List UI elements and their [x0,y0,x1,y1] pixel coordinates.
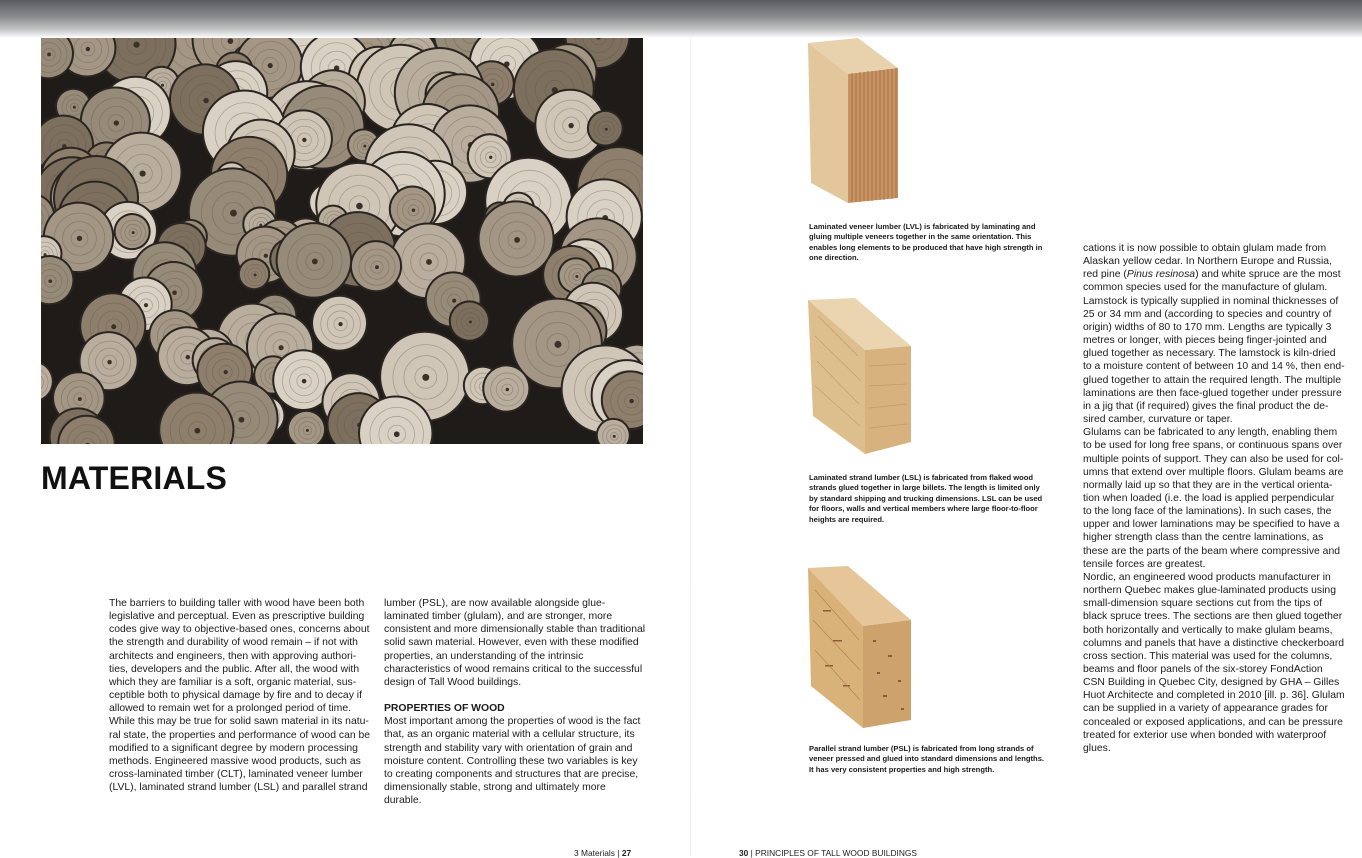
body-column-middle [384,597,646,807]
body-paragraph: Most important among the properties of wood is the fact that, as an organic material with a cellular structure, its strength and stability vary with orientation of grain and moisture content. Controlling these two variables is key to creating components and structures that are precise, dimensionally stable, strong and ultimately more durable. [384,715,646,807]
psl-caption: Parallel strand lumber (PSL) is fabricated from long strands of veneer pressed and glued into standard dimensions and lengths. It has very consistent properties and high strength. [809,744,1049,775]
psl-beam-photo [803,560,943,730]
lsl-caption: Laminated strand lumber (LSL) is fabricated from flaked wood strands glued together in large billets. The length is limited only by standard shipping and trucking dimensions. LSL can be used for floors, walls and vertical members where large floor-to-floor heights are required. [809,473,1049,525]
page-title: MATERIALS [41,460,227,497]
body-paragraph: Nordic, an engineered wood products manufacturer in northern Quebec makes glue-laminated products using small-dimension square sections cut from the tips of black spruce trees. The sections are then glued together both horizontally and vertically to make glulam beams, columns and panels that have a distinctive checkerboard cross section. This material was used for the columns, beams and floor panels of the six-storey FondAction CSN Building in Quebec City, designed by GHA – Gilles Huot Architecte and completed in 2010 [ill. p. 36]. Glulam can be supplied in a variety of appearance grades for concealed or exposed applications, and can be pressure treated for exterior use when bonded with waterproof glues. [1083,571,1345,755]
body-column-left [109,597,371,794]
body-paragraph: The barriers to building taller with wood have been both legislative and perceptual. Even as prescriptive building codes give way to objective-based ones, concerns about the strength and durability of wood remain – if not with architects and engineers, then with approving authorities, developers and the public. After all, the wood with which they are familiar is a soft, organic material, susceptible both to physical damage by fire and to decay if allowed to remain wet for a prolonged period of time. While this may be true for solid sawn material in its natural state, the properties and performance of wood can be modified to a significant degree by modern processing methods. Engineered massive wood products, such as cross-laminated timber (CLT), laminated veneer lumber (LVL), laminated strand lumber (LSL) and parallel strand [109,597,371,794]
folio-left: 3 Materials | 27 [574,848,631,858]
viewer-top-bar [0,0,1362,38]
body-column-right [1083,242,1345,755]
body-paragraph: cations it is now possible to obtain glulam made from Alaskan yellow cedar. In Northern Europe and Russia, red pine (Pinus resinosa) and white spruce are the most common species used for the manufacture of glulam. Lamstock is typically supplied in nominal thicknesses of 25 or 34 mm and (according to species and country of origin) widths of 80 to 170 mm. Lengths are typically 3 metres or longer, with pieces being finger-jointed and glued together as necessary. The lamstock is kiln-dried to a moisture content of between 10 and 14 %, then end-glued together to attain the required length. The multiple laminations are then face-glued together under pressure in a jig that (if required) gives the final product the desired camber, curvature or taper. [1083,242,1345,426]
page-gutter [690,38,691,856]
lvl-beam-photo [803,38,943,208]
body-paragraph: lumber (PSL), are now available alongside glue-laminated timber (glulam), and are stronger, more consistent and more dimensionally stable than traditional solid sawn material. However, even with these modified properties, an understanding of the intrinsic characteristics of wood remains critical to the successful design of Tall Wood buildings. [384,597,646,689]
folio-right: 30 | PRINCIPLES OF TALL WOOD BUILDINGS [739,848,917,858]
lvl-caption: Laminated veneer lumber (LVL) is fabricated by laminating and gluing multiple veneers together in the same orientation. This enables long elements to be produced that have high strength in one direction. [809,222,1049,264]
stacked-logs-photo [41,38,643,444]
section-subheading: PROPERTIES OF WOOD [384,702,646,715]
lsl-beam-photo [803,286,943,456]
body-paragraph: Glulams can be fabricated to any length, enabling them to be used for long free spans, or continuous spans over multiple points of support. They can also be used for columns that extend over multiple floors. Glulam beams are normally laid up so that they are in the vertical orientation when loaded (i.e. the load is applied perpendicular to the long face of the laminations). In such cases, the upper and lower laminations may be specified to have a higher strength class than the centre laminations, as these are the parts of the beam where compressive and tensile forces are greatest. [1083,426,1345,571]
